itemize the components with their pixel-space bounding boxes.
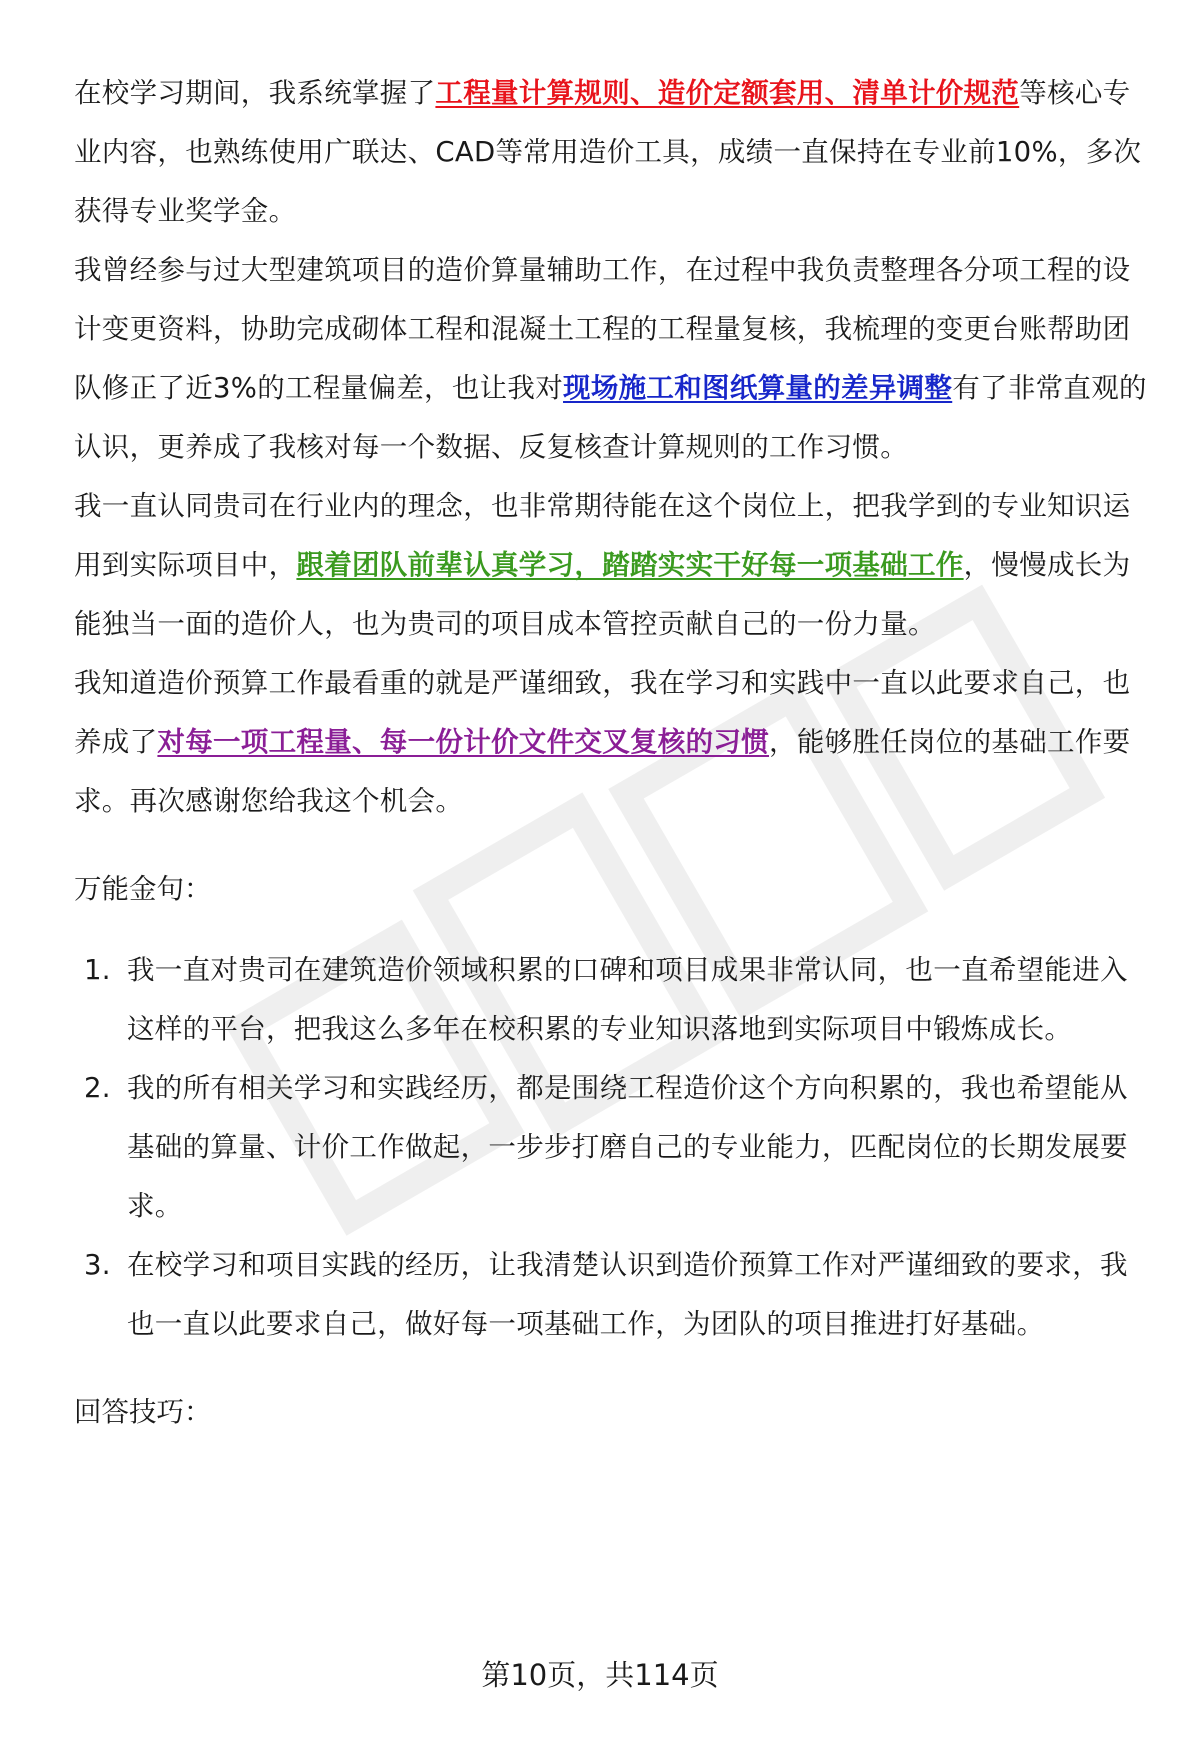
golden-sentences-heading: 万能金句： (74, 873, 212, 905)
highlight-purple: 对每一项工程量、每一份计价文件交叉复核的习惯 (157, 726, 770, 758)
paragraph-4: 我知道造价预算工作最看重的就是严谨细致，我在学习和实践中一直以此要求自己，也养成了对每一项工程量、每一份计价文件交叉复核的习惯，能够胜任岗位的基础工作要求。再次感谢您给我这个机会。 (74, 667, 1131, 817)
golden-sentences-list (74, 941, 1150, 1354)
list-item: 2. 我的所有相关学习和实践经历，都是围绕工程造价这个方向积累的，我也希望能从基础的算量、计价工作做起，一步步打磨自己的专业能力，匹配岗位的长期发展要求。 (74, 1059, 1150, 1236)
paragraph-1: 在校学习期间，我系统掌握了工程量计算规则、造价定额套用、清单计价规范等核心专业内容，也熟练使用广联达、CAD等常用造价工具，成绩一直保持在专业前10%，多次获得专业奖学金。 (74, 77, 1142, 227)
highlight-green: 跟着团队前辈认真学习，踏踏实实干好每一项基础工作 (296, 549, 964, 581)
list-number: 1. (84, 954, 111, 986)
answer-tips-heading: 回答技巧： (74, 1396, 212, 1428)
page-footer: 第10页，共114页 (481, 1658, 719, 1692)
highlight-red: 工程量计算规则、造价定额套用、清单计价规范 (435, 77, 1020, 109)
list-number: 3. (84, 1249, 111, 1281)
paragraph-3: 我一直认同贵司在行业内的理念，也非常期待能在这个岗位上，把我学到的专业知识运用到实际项目中，跟着团队前辈认真学习，踏踏实实干好每一项基础工作，慢慢成长为能独当一面的造价人，也为贵司的项目成本管控贡献自己的一份力量。 (74, 490, 1131, 640)
highlight-blue: 现场施工和图纸算量的差异调整 (563, 372, 953, 404)
document-body (74, 64, 1150, 1442)
paragraph-2: 我曾经参与过大型建筑项目的造价算量辅助工作，在过程中我负责整理各分项工程的设计变更资料，协助完成砌体工程和混凝土工程的工程量复核，我梳理的变更台账帮助团队修正了近3%的工程量偏差，也让我对现场施工和图纸算量的差异调整有了非常直观的认识，更养成了我核对每一个数据、反复核查计算规则的工作习惯。 (74, 254, 1147, 463)
list-item: 1. 我一直对贵司在建筑造价领域积累的口碑和项目成果非常认同，也一直希望能进入这样的平台，把我这么多年在校积累的专业知识落地到实际项目中锻炼成长。 (74, 941, 1150, 1059)
list-number: 2. (84, 1072, 111, 1104)
list-item: 3. 在校学习和项目实践的经历，让我清楚认识到造价预算工作对严谨细致的要求，我也一直以此要求自己，做好每一项基础工作，为团队的项目推进打好基础。 (74, 1236, 1150, 1354)
